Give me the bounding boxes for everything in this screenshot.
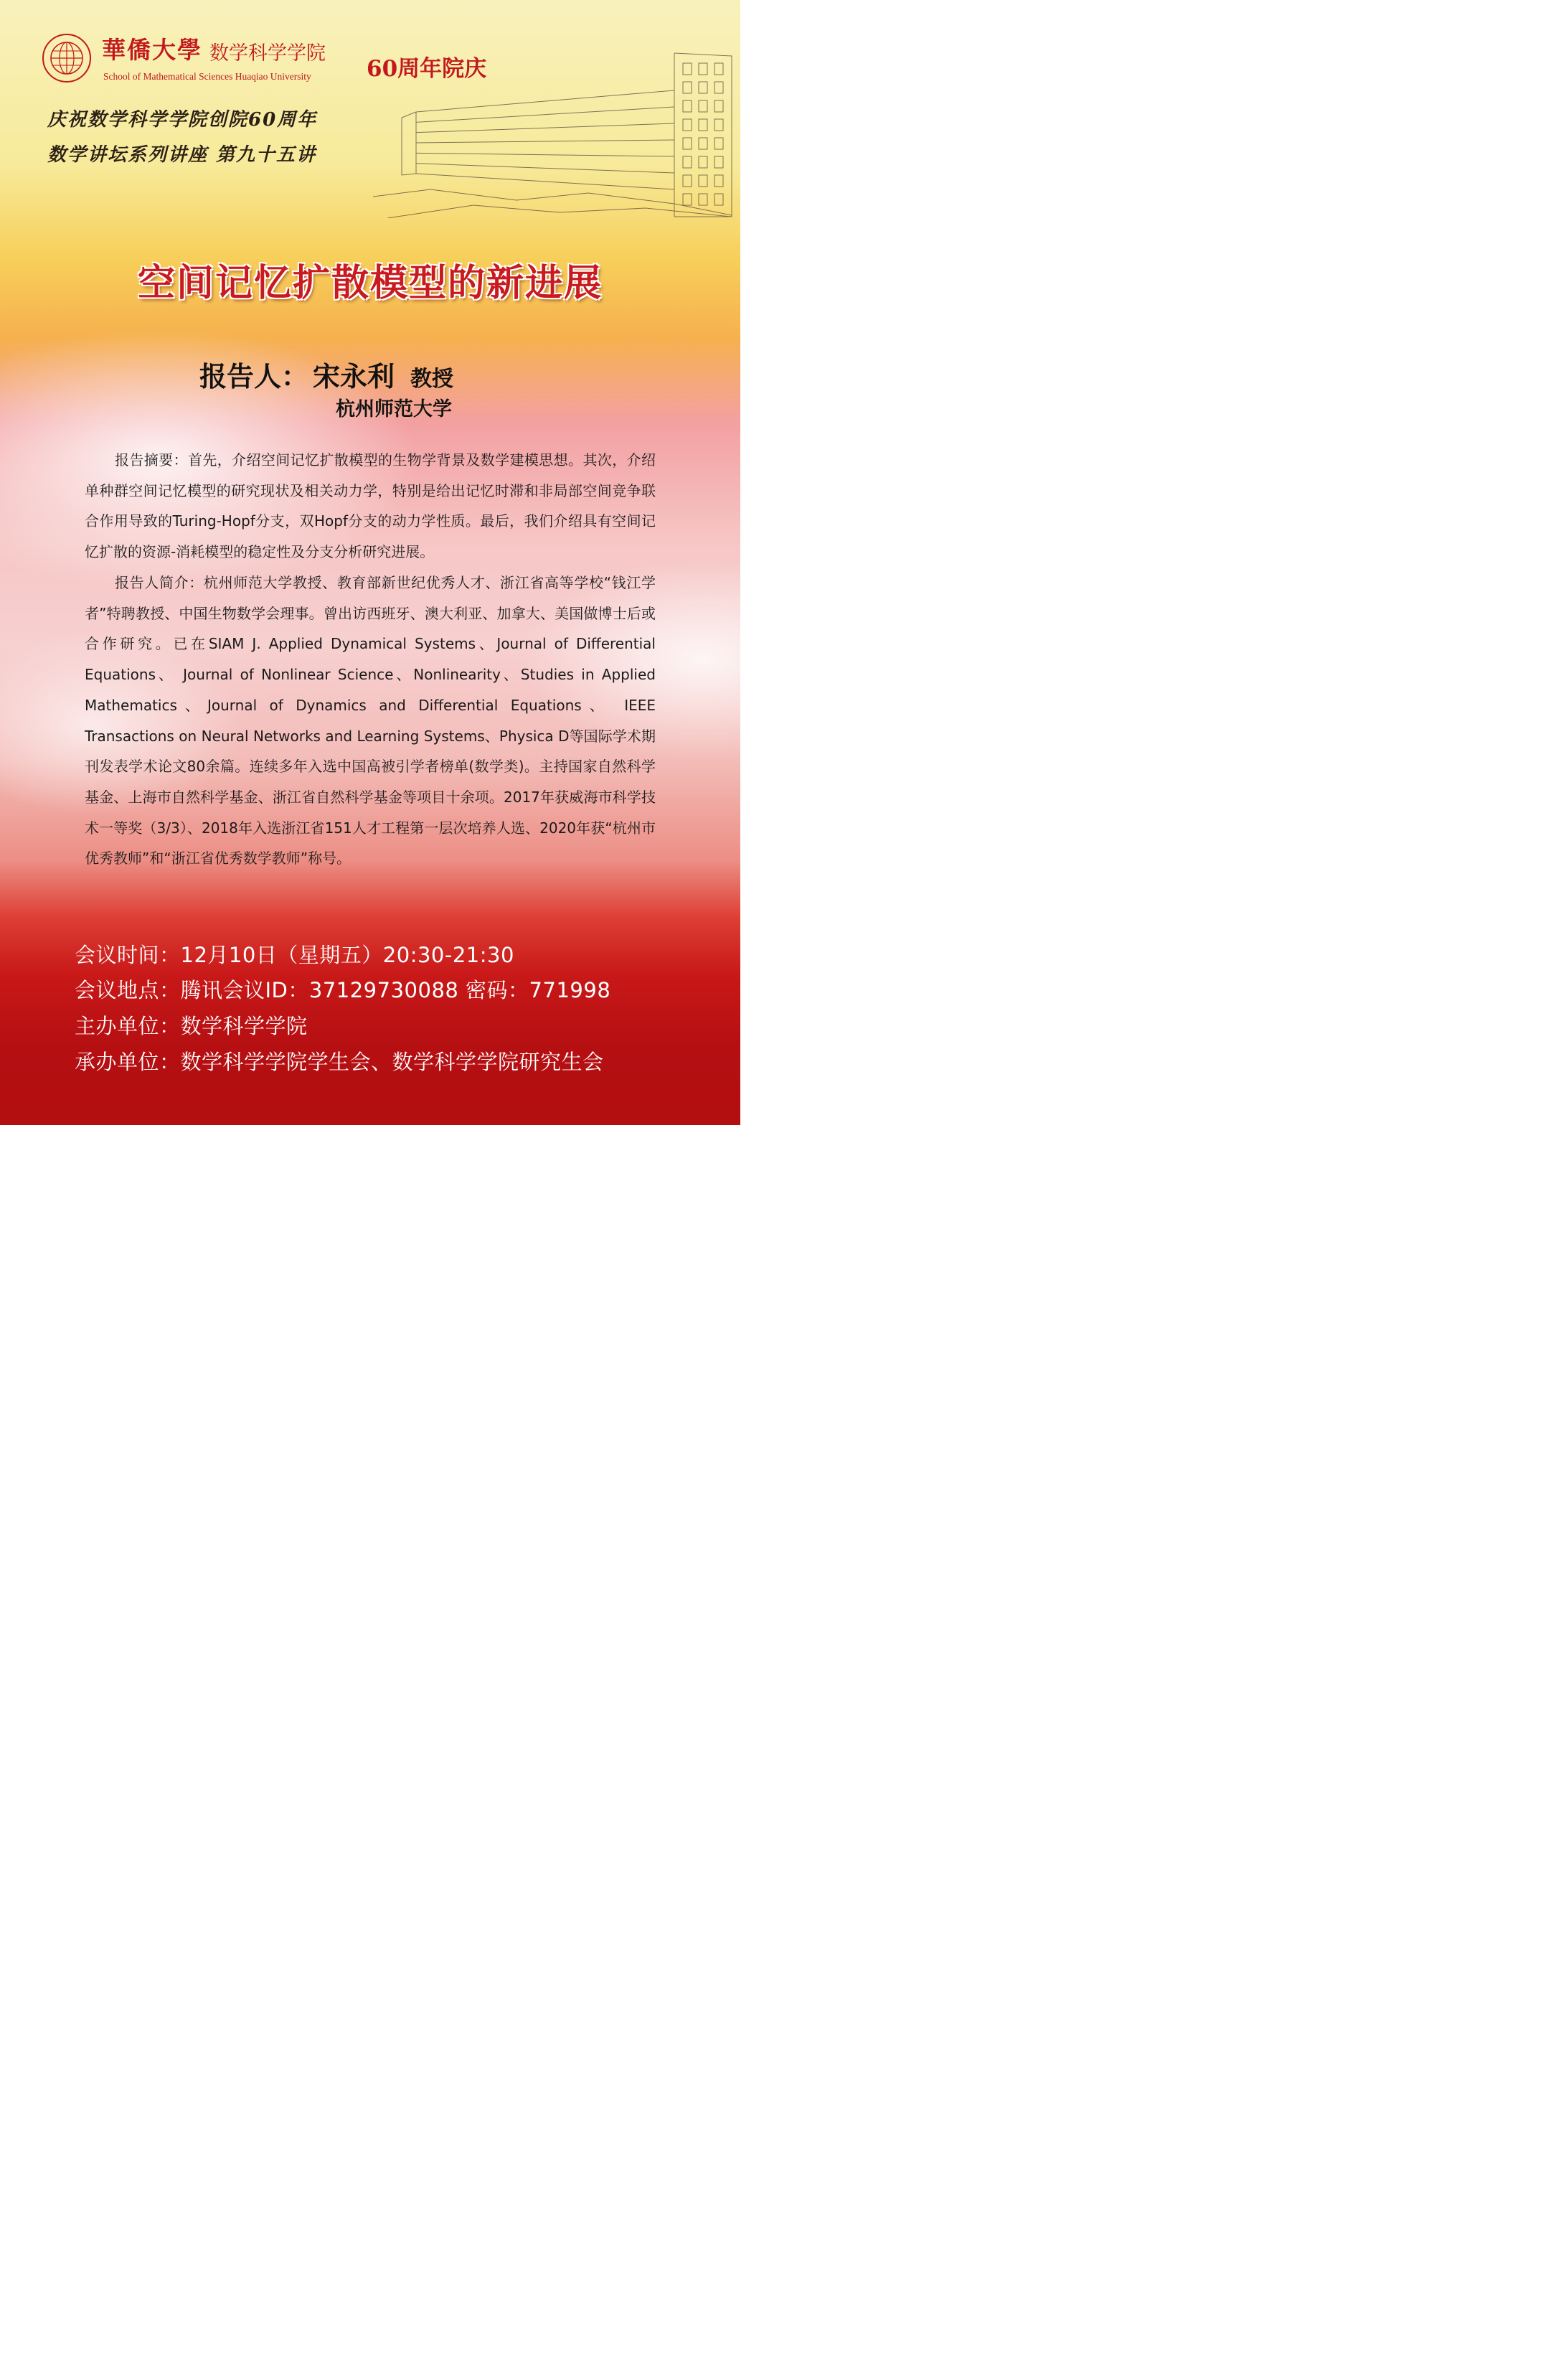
lecture-series-heading: 数学讲坛系列讲座 第九十五讲: [47, 144, 317, 166]
organizing-units: 承办单位：数学科学学院学生会、数学科学学院研究生会: [75, 1050, 604, 1074]
meeting-place: 会议地点：腾讯会议ID：37129730088 密码：771998: [75, 978, 611, 1002]
abstract-paragraph: 报告摘要：首先，介绍空间记忆扩散模型的生物学背景及数学建模思想。其次，介绍单种群空间记忆模型的研究现状及相关动力学，特别是给出记忆时滞和非局部空间竞争联合作用导致的Turing-Hopf分支，双Hopf分支的动力学性质。最后，我们介绍具有空间记忆扩散的资源-消耗模型的稳定性及分支分析研究进展。: [85, 451, 656, 561]
meeting-time: 会议时间：12月10日（星期五）20:30-21:30: [75, 943, 514, 967]
anniversary-text: 60周年院庆: [367, 56, 487, 82]
lecture-poster: [0, 0, 740, 1125]
university-name-cn: 華僑大學: [102, 36, 202, 64]
university-logo: [42, 33, 92, 83]
talk-title: 空间记忆扩散模型的新进展: [137, 262, 603, 305]
speaker-affiliation: 杭州师范大学: [336, 398, 452, 420]
speaker-name: 宋永利: [313, 361, 395, 392]
speaker-bio-paragraph: 报告人简介：杭州师范大学教授、教育部新世纪优秀人才、浙江省高等学校“钱江学者”特聘教授、中国生物数学会理事。曾出访西班牙、澳大利亚、加拿大、美国做博士后或合作研究。已在SIAM J. Applied Dynamical Systems、Journal of Differential Equations、 Journal of Nonlinear Science、Nonlinearity、Studies in Applied Mathematics、Journal of Dynamics and Differential Equations、 IEEE Transactions on Neural Networks and Learning Systems、Physica D等国际学术期刊发表学术论文80余篇。连续多年入选中国高被引学者榜单(数学类)。主持国家自然科学基金、上海市自然科学基金、浙江省自然科学基金等项目十余项。2017年获威海市科学技术一等奖（3/3）、2018年入选浙江省151人才工程第一层次培养人选、2020年获“杭州市优秀教师”和“浙江省优秀数学教师”称号。: [85, 574, 656, 867]
school-name-cn: 数学科学学院: [209, 42, 326, 65]
speaker-title: 教授: [410, 367, 454, 392]
school-name-en: School of Mathematical Sciences Huaqiao University: [103, 71, 311, 82]
speaker-label: 报告人：: [199, 361, 309, 392]
host-organization: 主办单位：数学科学学院: [75, 1014, 308, 1038]
speaker-line: [199, 354, 453, 394]
celebration-heading: 庆祝数学科学学院创院60周年: [47, 109, 318, 131]
